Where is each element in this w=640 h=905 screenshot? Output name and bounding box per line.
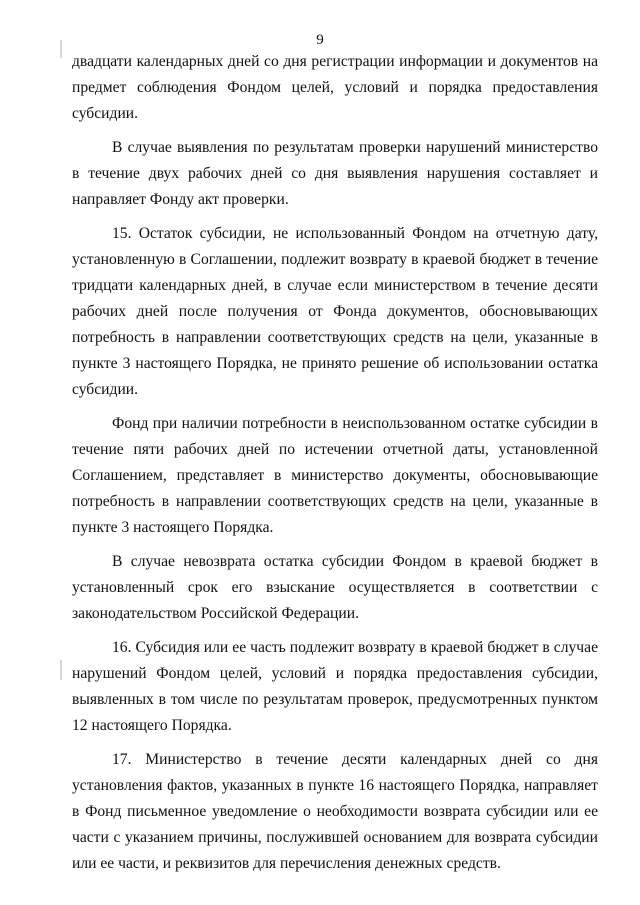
document-body bbox=[72, 49, 598, 877]
paragraph-violation-act: В случае выявления по результатам проверки нарушений министерство в течение двух рабочих дней со дня выявления нарушения составляет и направляет Фонду акт проверки. bbox=[72, 139, 598, 208]
scan-margin-line-bottom bbox=[60, 660, 62, 680]
paragraph-continued: двадцати календарных дней со дня регистрации информации и документов на предмет соблюдения Фондом целей, условий и порядка предоставления субсидии. bbox=[72, 53, 598, 122]
paragraph-nonreturn: В случае невозврата остатка субсидии Фондом в краевой бюджет в установленный срок его взыскание осуществляется в соответствии с законодательством Российской Федерации. bbox=[72, 553, 598, 622]
paragraph-clause-15: 15. Остаток субсидии, не использованный Фондом на отчетную дату, установленную в Соглашении, подлежит возврату в краевой бюджет в течение тридцати календарных дней, в случае если министерством в течение десяти рабочих дней после получения от Фонда документов, обосновывающих потребность в направлении соответствующих средств на цели, указанные в пункте 3 настоящего Порядка, не принято решение об использовании остатка субсидии. bbox=[72, 225, 598, 398]
paragraph-fund-need: Фонд при наличии потребности в неиспользованном остатке субсидии в течение пяти рабочих дней по истечении отчетной даты, установленной Соглашением, представляет в министерство документы, обосновывающие потребность в направлении соответствующих средств на цели, указанные в пункте 3 настоящего Порядка. bbox=[72, 415, 598, 536]
page-number: 9 bbox=[316, 32, 324, 48]
paragraph-clause-17: 17. Министерство в течение десяти календарных дней со дня установления фактов, указанных в пункте 16 настоящего Порядка, направляет в Фонд письменное уведомление о необходимости возврата субсидии или ее части с указанием причины, послужившей основанием для возврата субсидии или ее части, и реквизитов для перечисления денежных средств. bbox=[72, 751, 598, 872]
paragraph-clause-16: 16. Субсидия или ее часть подлежит возврату в краевой бюджет в случае нарушений Фондом целей, условий и порядка предоставления субсидии, выявленных в том числе по результатам проверок, предусмотренных пунктом 12 настоящего Порядка. bbox=[72, 639, 598, 734]
